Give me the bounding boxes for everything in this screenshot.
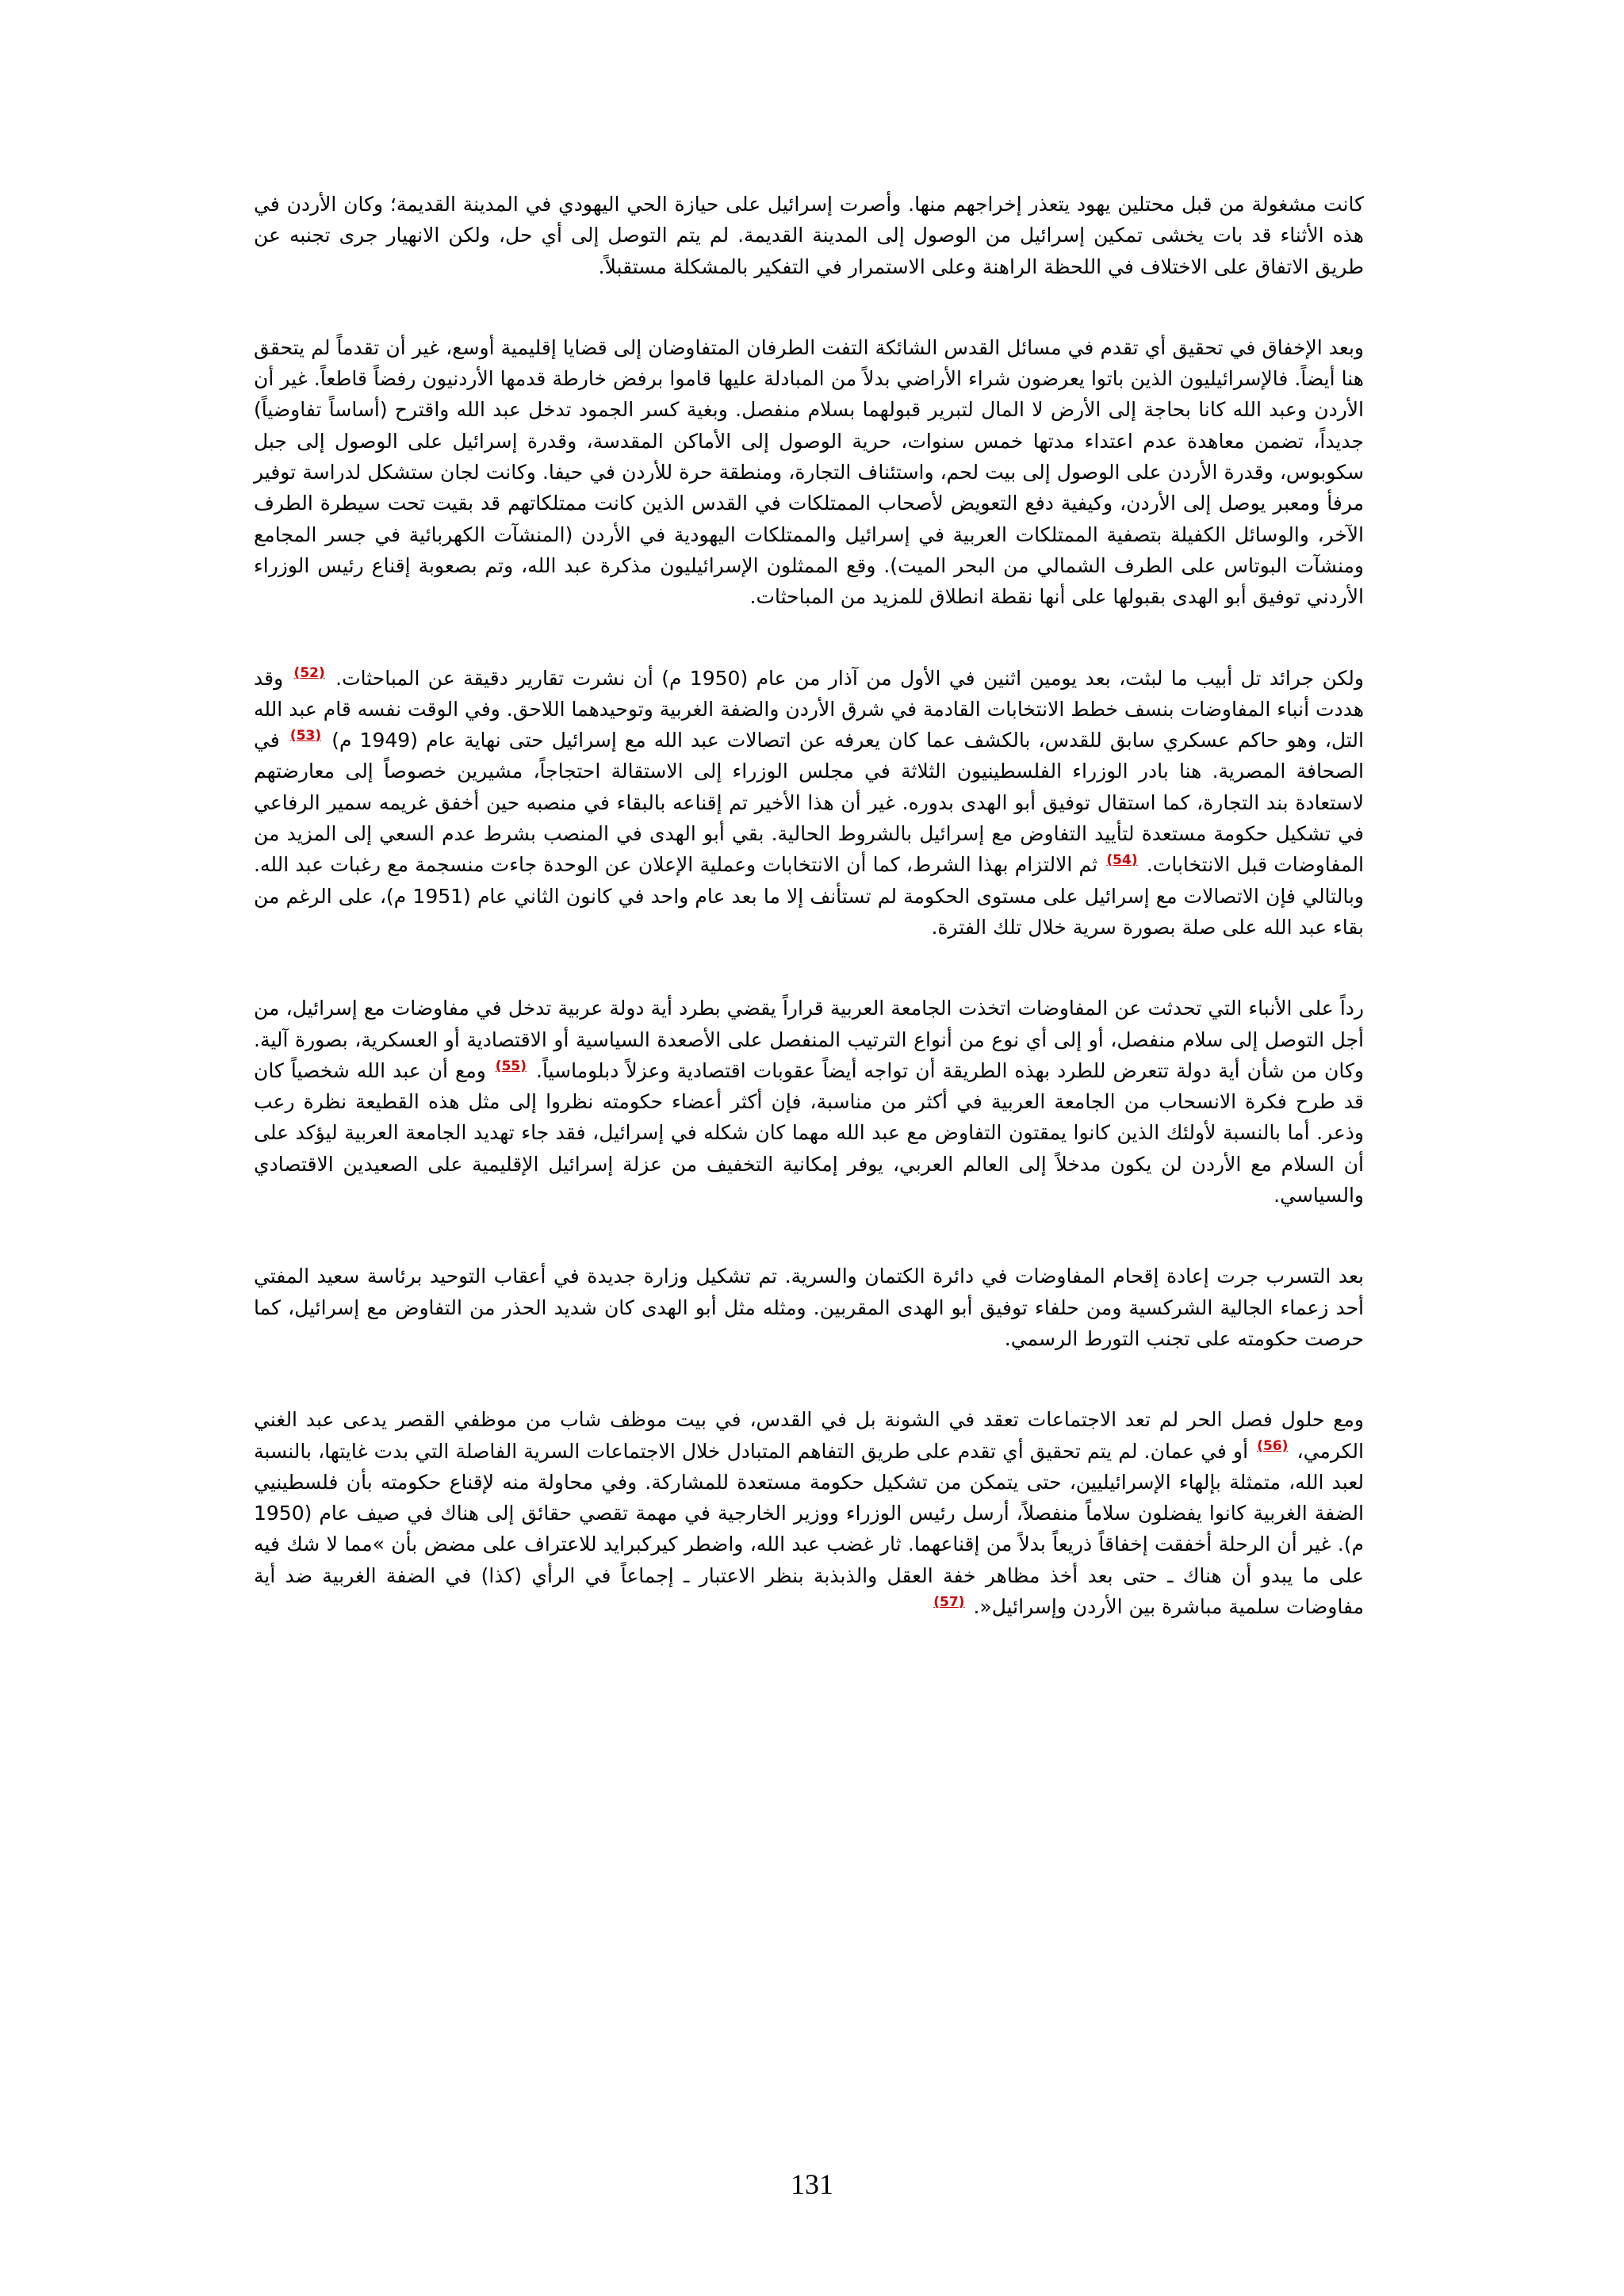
paragraph-text: وقد هددت أنباء المفاوضات بنسف خطط الانتخابات القادمة في شرق الأردن والضفة الغربية وتوحيدهما اللاحق. وفي الوقت نفسه قام عبد الله التل، وهو حاكم عسكري سابق للقدس، بالكشف عما كان يعرفه عن اتصالات عبد الله مع إسرائيل حتى نهاية عام (1949 م) [254,666,1364,752]
footnote-link-57[interactable]: (57) [933,1594,965,1610]
paragraph-text: كانت مشغولة من قبل محتلين يهود يتعذر إخراجهم منها. وأصرت إسرائيل على حيازة الحي اليهودي في المدينة القديمة؛ وكان الأردن في هذه الأثناء قد بات يخشى تمكين إسرائيل من الوصول إلى المدينة القديمة. لم يتم التوصل إلى أي حل، ولكن الانهيار جرى تجنبه عن طريق الاتفاق على الاختلاف في اللحظة الراهنة وعلى الاستمرار في التفكير بالمشكلة مستقبلاً. [254,193,1364,278]
paragraph-text: رداً على الأنباء التي تحدثت عن المفاوضات اتخذت الجامعة العربية قراراً يقضي بطرد أية دولة عربية تدخل في مفاوضات مع إسرائيل، من أجل التوصل إلى سلام منفصل، أو إلى أي نوع من أنواع الترتيب المنفصل على الأصعدة السياسية أو الاقتصادية أو العسكرية، بصورة آلية. وكان من شأن أية دولة تتعرض للطرد بهذه الطريقة أن تواجه أيضاً عقوبات اقتصادية وعزلاً دبلوماسياً. [254,997,1364,1082]
paragraph-text: ومع حلول فصل الحر لم تعد الاجتماعات تعقد في الشونة بل في القدس، في بيت موظف شاب من موظفي القصر يدعى عبد الغني الكرمي، [254,1408,1364,1463]
page-number: 131 [791,2168,833,2200]
paragraph-5 [254,1261,1364,1354]
paragraph-1 [254,189,1364,282]
paragraph-6 [254,1404,1364,1622]
paragraph-text: ولكن جرائد تل أبيب ما لبثت، بعد يومين اثنين في الأول من آذار من عام (1950 م) أن نشرت تقارير دقيقة عن المباحثات. [335,666,1364,690]
footnote-link-56[interactable]: (56) [1257,1438,1289,1455]
paragraph-2 [254,332,1364,613]
footnote-link-53[interactable]: (53) [289,727,322,744]
paragraph-text: ومع أن عبد الله شخصياً كان قد طرح فكرة الانسحاب من الجامعة العربية في أكثر من مناسبة، فإن أكثر أعضاء حكومته نظروا إلى مثل هذه القطيعة نظرة رعب وذعر. أما بالنسبة لأولئك الذين كانوا يمقتون التفاوض مع عبد الله مهما كان شكله في إسرائيل، فقد جاء تهديد الجامعة العربية ليؤكد على أن السلام مع الأردن لن يكون مدخلاً إلى العالم العربي، يوفر إمكانية التخفيف من عزلة إسرائيل الإقليمية على الصعيدين الاقتصادي والسياسي. [254,1058,1364,1207]
footnote-link-52[interactable]: (52) [293,665,325,682]
paragraph-text: في الصحافة المصرية. هنا بادر الوزراء الفلسطينيون الثلاثة في مجلس الوزراء إلى الاستقالة احتجاجاً، مشيرين خصوصاً إلى معارضتهم لاستعادة بند التجارة، كما استقال توفيق أبو الهدى بدوره. غير أن هذا الأخير تم إقناعه بالبقاء في منصبه حين أخفق غريمه سمير الرفاعي في تشكيل حكومة مستعدة لتأييد التفاوض مع إسرائيل بالشروط الحالية. بقي أبو الهدى في المنصب بشرط عدم السعي إلى المزيد من المفاوضات قبل الانتخابات. [254,729,1364,877]
paragraph-text: أو في عمان. لم يتم تحقيق أي تقدم على طريق التفاهم المتبادل خلال الاجتماعات السرية الفاصلة التي بدت غايتها، بالنسبة لعبد الله، متمثلة بإلهاء الإسرائيليين، حتى يتمكن من تشكيل حكومة مستعدة للمشاركة. وفي محاولة منه لإقناع حكومته بأن فلسطينيي الضفة الغربية كانوا يفضلون سلاماً منفصلاً، أرسل رئيس الوزراء ووزير الخارجية في مهمة تقصي حقائق إلى هناك في صيف عام (1950 م). غير أن الرحلة أخفقت إخفاقاً ذريعاً بدلاً من إقناعهما. ثار غضب عبد الله، واضطر كيركبرايد للاعتراف على مضض بأن »مما لا شك فيه على ما يبدو أن هناك ـ حتى بعد أخذ مظاهر خفة العقل والذبذبة بنظر الاعتبار ـ إجماعاً في الرأي (كذا) في الضفة الغربية ضد أية مفاوضات سلمية مباشرة بين الأردن وإسرائيل«. [254,1439,1364,1618]
paragraph-3 [254,663,1364,943]
footnote-link-55[interactable]: (55) [495,1058,527,1074]
footnote-link-54[interactable]: (54) [1106,852,1138,869]
page-body [254,189,1364,1672]
paragraph-text: ثم الالتزام بهذا الشرط، كما أن الانتخابات وعملية الإعلان عن الوحدة جاءت منسجمة مع رغبات عبد الله. وبالتالي فإن الاتصالات مع إسرائيل على مستوى الحكومة لم تستأنف إلا ما بعد عام واحد في كانون الثاني عام (1951 م)، على الرغم من بقاء عبد الله على صلة بصورة سرية خلال تلك الفترة. [254,853,1364,939]
paragraph-text: بعد التسرب جرت إعادة إقحام المفاوضات في دائرة الكتمان والسرية. تم تشكيل وزارة جديدة في أعقاب التوحيد برئاسة سعيد المفتي أحد زعماء الجالية الشركسية ومن حلفاء توفيق أبو الهدى المقربين. ومثله مثل أبو الهدى كان شديد الحذر من التفاوض مع إسرائيل، كما حرصت حكومته على تجنب التورط الرسمي. [254,1265,1364,1350]
paragraph-text: وبعد الإخفاق في تحقيق أي تقدم في مسائل القدس الشائكة التفت الطرفان المتفاوضان إلى قضايا إقليمية أوسع، غير أن تقدماً لم يتحقق هنا أيضاً. فالإسرائيليون الذين باتوا يعرضون شراء الأراضي بدلاً من المبادلة عليها قاموا برفض خارطة قدمها الأردنيون رفضاً قاطعاً. غير أن الأردن وعبد الله كانا بحاجة إلى الأرض لا المال لتبرير قبولهما بسلام منفصل. وبغية كسر الجمود تدخل عبد الله واقترح (أساساً تفاوضياً) جديداً، تضمن معاهدة عدم اعتداء مدتها خمس سنوات، حرية الوصول إلى الأماكن المقدسة، وقدرة إسرائيل على الوصول إلى جبل سكوبوس، وقدرة الأردن على الوصول إلى بيت لحم، واستئناف التجارة، ومنطقة حرة للأردن في حيفا. وكانت لجان ستشكل لدراسة توفير مرفأ ومعبر يوصل إلى الأردن، وكيفية دفع التعويض لأصحاب الممتلكات في القدس الذين كانت ممتلكاتهم قد بقيت تحت سيطرة الطرف الآخر، والوسائل الكفيلة بتصفية الممتلكات العربية في إسرائيل والممتلكات اليهودية في الأردن (المنشآت الكهربائية في جسر المجامع ومنشآت البوتاس على الطرف الشمالي من البحر الميت). وقع الممثلون الإسرائيليون مذكرة عبد الله، وتم بصعوبة إقناع رئيس الوزراء الأردني توفيق أبو الهدى بقبولها على أنها نقطة انطلاق للمزيد من المباحثات. [254,335,1364,609]
paragraph-4 [254,993,1364,1211]
